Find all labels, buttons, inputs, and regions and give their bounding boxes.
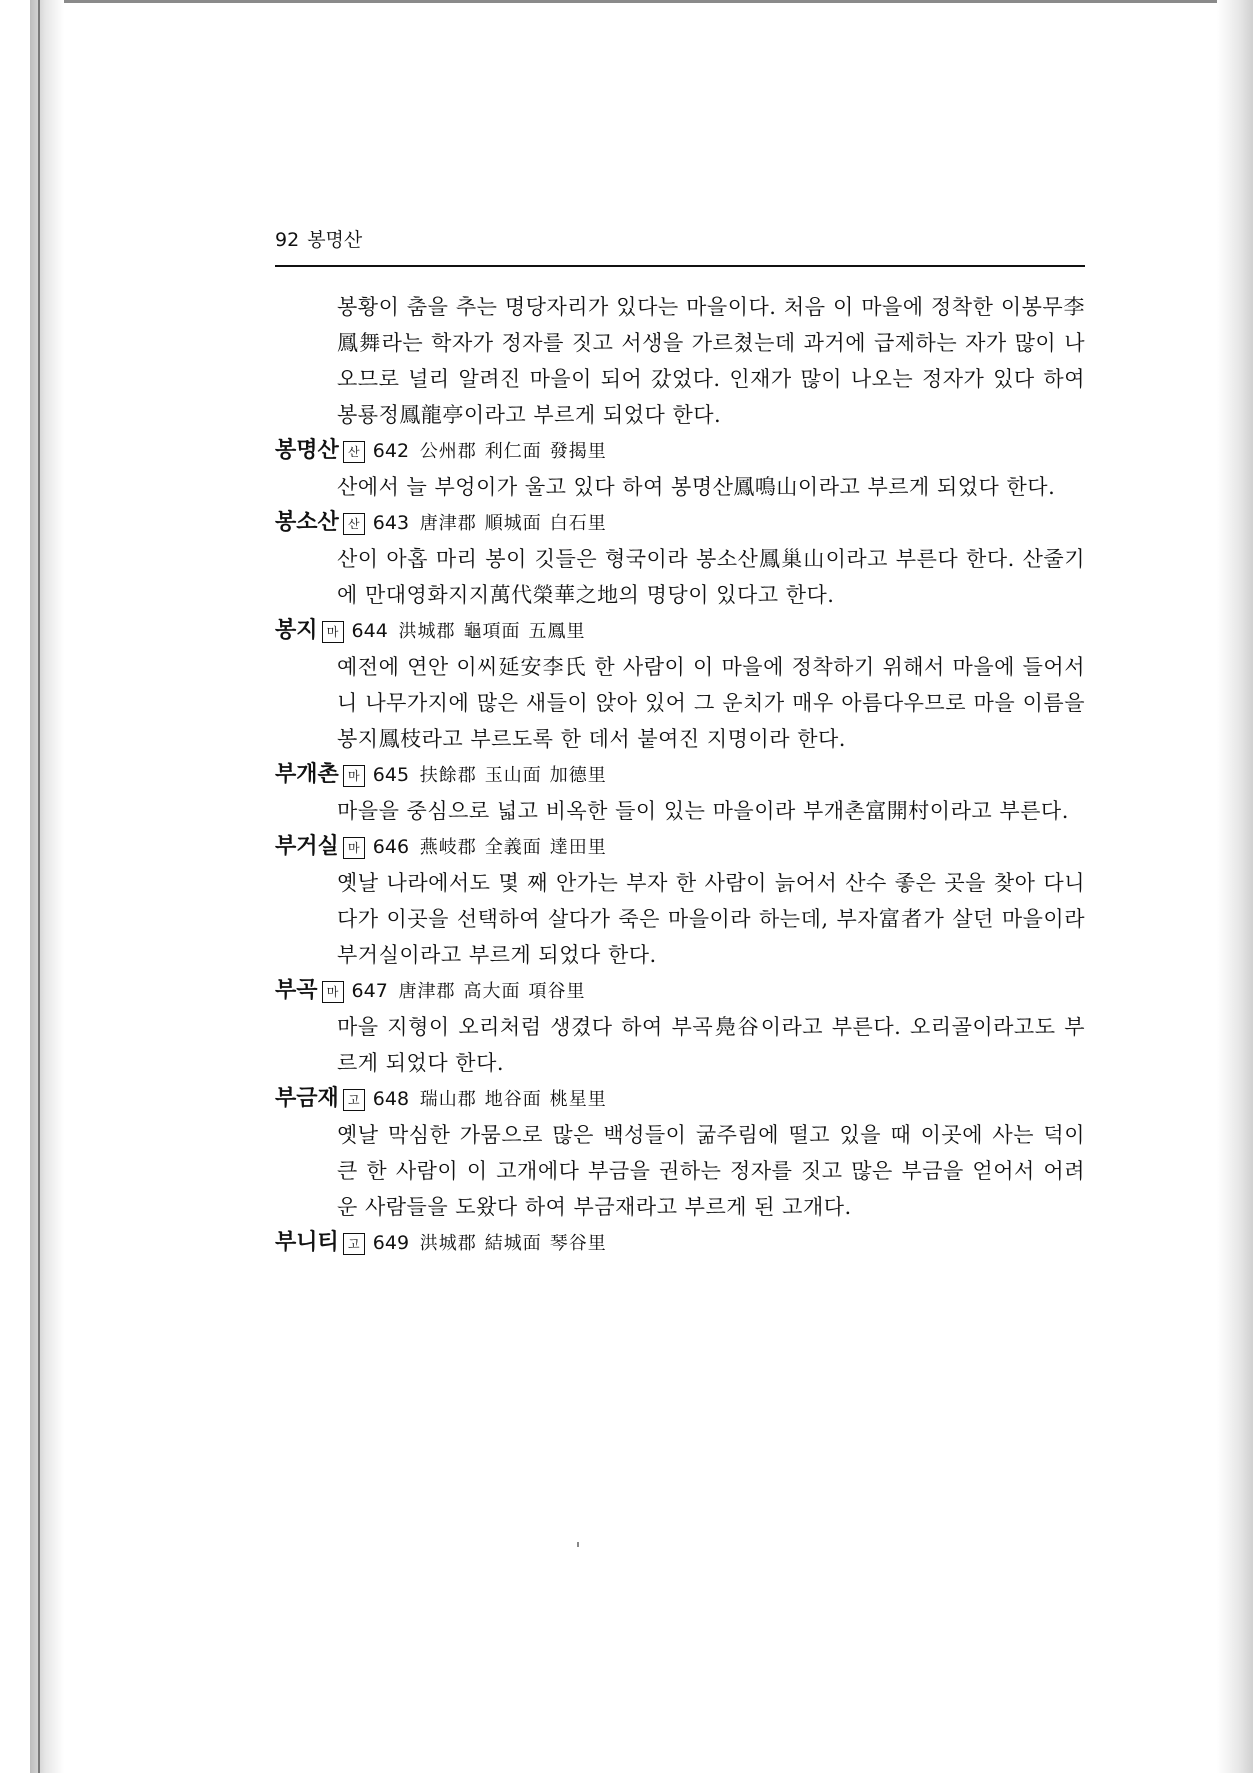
address-town: 順城面: [484, 513, 542, 534]
entry: [275, 1225, 1085, 1261]
address-county: 洪城郡: [398, 621, 456, 642]
address-county: 唐津郡: [398, 981, 456, 1002]
page-number: 92: [275, 229, 300, 251]
entry: [275, 1081, 1085, 1225]
entry-description: 마을을 중심으로 넓고 비옥한 들이 있는 마을이라 부개촌富開村이라고 부른다.: [337, 799, 1069, 823]
entry-number: 645: [372, 764, 410, 786]
running-header: [275, 225, 1085, 267]
page-right-shadow: [1217, 0, 1253, 1773]
entry-number: 642: [372, 440, 410, 462]
intro-paragraph: 봉황이 춤을 추는 명당자리가 있다는 마을이다. 처음 이 마을에 정착한 이봉무李鳳舞라는 학자가 정자를 짓고 서생을 가르쳤는데 과거에 급제하는 자가 많이 나오므로 널리 알려진 마을이 되어 갔었다. 인재가 많이 나오는 정자가 있다 하여 봉룡정鳳龍亭이라고 부르게 되었다 한다.: [337, 295, 1085, 427]
entry-heading: [275, 757, 1085, 793]
scan-speck: [577, 1542, 579, 1547]
category-mark: 고: [343, 1089, 365, 1111]
entry: [275, 757, 1085, 829]
entry-address: [420, 441, 615, 462]
header-title: 봉명산: [307, 229, 363, 251]
entry: [275, 829, 1085, 973]
address-county: 扶餘郡: [419, 765, 477, 786]
category-mark: 마: [322, 981, 344, 1003]
book-spine-edge: [38, 0, 40, 1773]
entry-term: 부개촌: [275, 762, 339, 787]
category-mark: 마: [343, 765, 365, 787]
entry-description: 마을 지형이 오리처럼 생겼다 하여 부곡鳧谷이라고 부른다. 오리골이라고도 부르게 되었다 한다.: [337, 1015, 1085, 1075]
entry-term: 봉지: [275, 618, 318, 643]
entry-address: [420, 513, 615, 534]
entry-term: 부거실: [275, 834, 339, 859]
category-mark: 마: [322, 621, 344, 643]
entry-heading: [275, 433, 1085, 469]
entry-term: 부니티: [275, 1230, 339, 1255]
book-spine-shadow: [30, 0, 64, 1773]
entry-address: [420, 1233, 615, 1254]
entry-address: [398, 621, 593, 642]
entry-heading: [275, 1225, 1085, 1261]
page-top-edge: [38, 0, 1253, 3]
entry: [275, 505, 1085, 613]
address-town: 全義面: [484, 837, 542, 858]
entry-term: 봉명산: [275, 438, 339, 463]
address-county: 洪城郡: [419, 1233, 477, 1254]
entry-description: 옛날 막심한 가뭄으로 많은 백성들이 굶주림에 떨고 있을 때 이곳에 사는 덕이 큰 한 사람이 이 고개에다 부금을 권하는 정자를 짓고 많은 부금을 얻어서 어려운 사람들을 도왔다 하여 부금재라고 부르게 된 고개다.: [337, 1123, 1085, 1219]
entry-heading: [275, 973, 1085, 1009]
entry-address: [420, 765, 615, 786]
address-village: 項谷里: [528, 981, 586, 1002]
page-content: [275, 225, 1085, 1261]
address-village: 桃星里: [549, 1089, 607, 1110]
address-town: 結城面: [484, 1233, 542, 1254]
address-village: 琴谷里: [549, 1233, 607, 1254]
address-county: 瑞山郡: [419, 1089, 477, 1110]
entry: [275, 973, 1085, 1081]
address-village: 白石里: [549, 513, 607, 534]
address-county: 公州郡: [419, 441, 477, 462]
entry: [275, 613, 1085, 757]
entry-address: [420, 837, 615, 858]
entry: [275, 433, 1085, 505]
entry-heading: [275, 613, 1085, 649]
entry-number: 644: [351, 620, 388, 642]
category-mark: 산: [343, 441, 365, 463]
entry-description: 산에서 늘 부엉이가 울고 있다 하여 봉명산鳳鳴山이라고 부르게 되었다 한다.: [337, 475, 1056, 499]
address-town: 龜項面: [463, 621, 521, 642]
address-village: 發揭里: [549, 441, 607, 462]
address-village: 五鳳里: [528, 621, 586, 642]
entry-term: 부곡: [275, 978, 318, 1003]
entry-heading: [275, 505, 1085, 541]
entry-heading: [275, 829, 1085, 865]
address-village: 加德里: [549, 765, 607, 786]
address-town: 地谷面: [484, 1089, 542, 1110]
category-mark: 산: [343, 513, 365, 535]
address-county: 唐津郡: [419, 513, 477, 534]
entry-number: 648: [372, 1088, 410, 1110]
category-mark: 고: [343, 1233, 365, 1255]
entry-description: 산이 아홉 마리 봉이 깃들은 형국이라 봉소산鳳巢山이라고 부른다 한다. 산줄기에 만대영화지지萬代榮華之地의 명당이 있다고 한다.: [337, 547, 1085, 607]
entry-term: 부금재: [275, 1086, 339, 1111]
address-town: 高大面: [463, 981, 521, 1002]
entry-number: 647: [351, 980, 388, 1002]
address-town: 玉山面: [484, 765, 542, 786]
entry-description: 예전에 연안 이씨延安李氏 한 사람이 이 마을에 정착하기 위해서 마을에 들어서니 나무가지에 많은 새들이 앉아 있어 그 운치가 매우 아름다우므로 마을 이름을 봉지鳳枝라고 부르도록 한 데서 붙여진 지명이라 한다.: [337, 655, 1085, 751]
address-county: 燕岐郡: [419, 837, 477, 858]
entry-description: 옛날 나라에서도 몇 째 안가는 부자 한 사람이 늙어서 산수 좋은 곳을 찾아 다니다가 이곳을 선택하여 살다가 죽은 마을이라 하는데, 부자富者가 살던 마을이라 부거실이라고 부르게 되었다 한다.: [337, 871, 1085, 967]
entry-address: [398, 981, 593, 1002]
address-village: 達田里: [549, 837, 607, 858]
category-mark: 마: [343, 837, 365, 859]
address-town: 利仁面: [484, 441, 542, 462]
entry-term: 봉소산: [275, 510, 339, 535]
entry-number: 643: [372, 512, 410, 534]
entry-address: [420, 1089, 615, 1110]
entry-number: 646: [372, 836, 410, 858]
entry-heading: [275, 1081, 1085, 1117]
entry-number: 649: [372, 1232, 410, 1254]
